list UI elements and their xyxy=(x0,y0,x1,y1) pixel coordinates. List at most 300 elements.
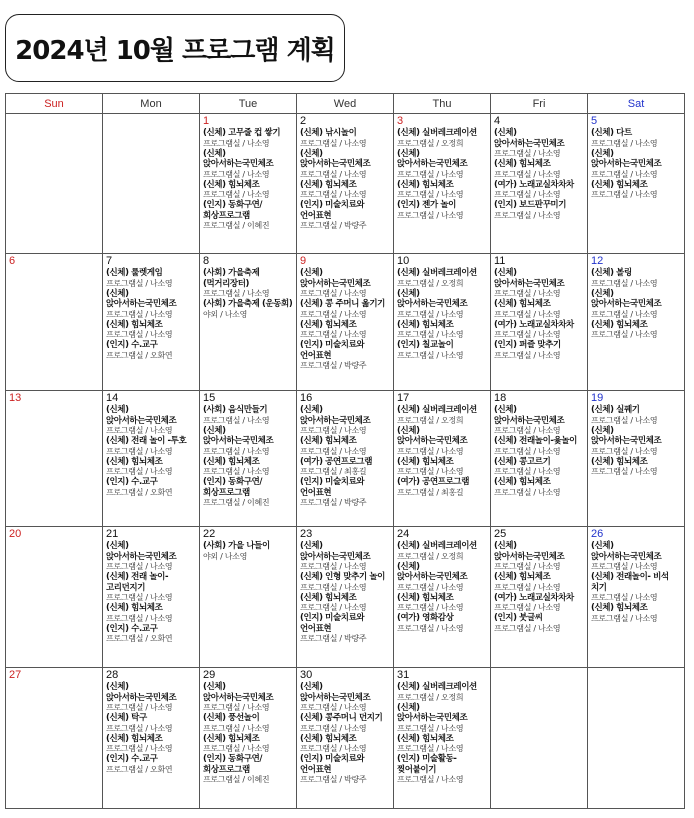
event-location: 프로그램실 / 나소영 xyxy=(203,169,270,179)
day-number: 13 xyxy=(9,392,22,404)
event-title: (신체) 앉아서하는국민체조 xyxy=(106,288,177,309)
program-event xyxy=(494,128,585,159)
event-location: 프로그램실 / 나소영 xyxy=(300,582,367,592)
event-location: 프로그램실 / 나소영 xyxy=(300,562,367,571)
event-title: (신체) 힘뇌체조 xyxy=(300,436,357,446)
event-title: (신체) 앉아서하는국민체조 xyxy=(300,148,371,169)
event-title: (신체) 앉아서하는국민체조 xyxy=(591,425,662,446)
program-event xyxy=(203,180,294,201)
event-location: 프로그램실 / 나소영 xyxy=(591,330,658,339)
event-location: 프로그램실 / 나소영 xyxy=(397,467,464,476)
day-cell xyxy=(491,527,588,668)
program-event xyxy=(300,128,391,149)
program-event xyxy=(300,682,391,713)
event-location: 프로그램실 / 박량주 xyxy=(300,221,367,230)
event-title: (인지) 미술치료와 언어표현 xyxy=(300,477,365,498)
program-event xyxy=(203,457,294,478)
week-row xyxy=(6,668,685,809)
day-number: 27 xyxy=(9,669,22,681)
day-number: 1 xyxy=(203,115,210,127)
event-location: 프로그램실 / 오정희 xyxy=(397,415,464,425)
day-cell xyxy=(491,391,588,527)
event-title: (신체) 앉아서하는국민체조 xyxy=(397,561,468,582)
event-title: (신체) 힘뇌체조 xyxy=(397,179,454,190)
event-location: 프로그램실 / 나소영 xyxy=(494,289,561,298)
event-location: 프로그램실 / 나소영 xyxy=(397,330,464,339)
day-number: 7 xyxy=(106,255,113,267)
event-location: 프로그램실 / 나소영 xyxy=(106,467,173,476)
program-event xyxy=(494,320,585,341)
program-event xyxy=(106,477,197,498)
day-cell xyxy=(394,391,491,527)
event-location: 프로그램실 / 나소영 xyxy=(591,169,658,179)
event-location: 프로그램실 / 나소영 xyxy=(300,190,367,199)
day-number: 20 xyxy=(9,528,22,540)
event-title: (신체) 탁구 xyxy=(106,713,147,723)
day-cell xyxy=(200,254,297,391)
event-location: 프로그램실 / 나소영 xyxy=(397,623,464,633)
day-cell xyxy=(103,114,200,254)
weekday-header: Sat xyxy=(588,94,685,114)
program-event xyxy=(106,603,197,624)
event-title: (인지) 젠가 놀이 xyxy=(397,200,456,210)
day-number: 17 xyxy=(397,392,410,404)
event-title: (인지) 칠교놀이 xyxy=(397,340,454,350)
event-location: 프로그램실 / 오화연 xyxy=(106,764,173,774)
day-cell xyxy=(297,527,394,668)
event-title: (신체) 힘뇌체조 xyxy=(397,319,454,330)
event-location: 프로그램실 / 나소영 xyxy=(106,330,173,339)
program-event xyxy=(397,268,488,289)
event-title: (신체) 힘뇌체조 xyxy=(106,456,163,467)
event-title: (신체) 풍선놀이 xyxy=(203,713,260,723)
event-title: (신체) 힘뇌체조 xyxy=(203,733,260,744)
event-location: 프로그램실 / 나소영 xyxy=(300,426,367,435)
event-location: 프로그램실 / 나소영 xyxy=(203,289,270,298)
event-title: (신체) 전래 놀이 -투호 xyxy=(106,436,187,446)
event-title: (인지) 보드판꾸미기 xyxy=(494,200,567,210)
program-event xyxy=(106,436,197,457)
event-location: 프로그램실 / 박량주 xyxy=(300,775,367,784)
event-location: 프로그램실 / 나소영 xyxy=(203,744,270,753)
program-event xyxy=(494,200,585,221)
program-event xyxy=(300,180,391,201)
program-event xyxy=(591,405,682,426)
event-title: (신체) 힘뇌체조 xyxy=(494,299,551,309)
calendar-table xyxy=(5,93,685,809)
program-event xyxy=(203,299,294,320)
event-location: 프로그램실 / 나소영 xyxy=(203,723,270,733)
event-location: 프로그램실 / 박량주 xyxy=(300,361,367,370)
event-title: (사회) 가을 나들이 xyxy=(203,541,270,551)
event-title: (신체) 힘뇌체조 xyxy=(591,319,648,330)
event-location: 프로그램실 / 오정희 xyxy=(397,278,464,288)
event-location: 프로그램실 / 나소영 xyxy=(494,623,561,633)
event-location: 프로그램실 / 최홍길 xyxy=(397,487,464,497)
event-title: (신체) 앉아서하는국민체조 xyxy=(591,541,662,562)
program-event xyxy=(591,180,682,201)
program-event xyxy=(494,593,585,614)
day-number: 3 xyxy=(397,115,404,127)
day-number: 24 xyxy=(397,528,410,540)
event-location: 프로그램실 / 나소영 xyxy=(591,278,658,288)
event-title: (인지) 미술치료와 언어표현 xyxy=(300,613,365,634)
program-event xyxy=(397,593,488,614)
day-number: 8 xyxy=(203,255,210,267)
event-title: (신체) 실버레크레이션 xyxy=(397,128,477,138)
day-cell xyxy=(200,391,297,527)
day-number: 28 xyxy=(106,669,119,681)
event-location: 프로그램실 / 나소영 xyxy=(494,350,561,360)
day-cell xyxy=(394,668,491,809)
day-cell xyxy=(103,527,200,668)
event-location: 프로그램실 / 나소영 xyxy=(494,487,561,497)
event-title: (신체) 힘뇌체조 xyxy=(591,179,648,190)
event-title: (신체) 힘뇌체조 xyxy=(300,179,357,190)
event-location: 프로그램실 / 나소영 xyxy=(300,703,367,712)
event-title: (신체) 앉아서하는국민체조 xyxy=(106,405,177,426)
event-location: 프로그램실 / 나소영 xyxy=(300,330,367,339)
event-location: 프로그램실 / 나소영 xyxy=(494,149,561,158)
program-event xyxy=(494,477,585,498)
program-event xyxy=(300,477,391,508)
day-cell xyxy=(491,114,588,254)
event-title: (신체) 앉아서하는국민체조 xyxy=(203,425,274,446)
event-title: (신체) 힘뇌체조 xyxy=(494,159,551,169)
event-title: (신체) 앉아서하는국민체조 xyxy=(106,682,177,703)
day-number: 30 xyxy=(300,669,313,681)
program-event xyxy=(300,299,391,320)
program-event xyxy=(591,457,682,478)
event-title: (신체) 실버레크레이션 xyxy=(397,405,477,415)
day-number: 31 xyxy=(397,669,410,681)
event-title: (인지) 퍼즐 맞추기 xyxy=(494,340,561,350)
event-location: 프로그램실 / 이혜진 xyxy=(203,498,270,507)
event-location: 프로그램실 / 나소영 xyxy=(106,309,173,319)
event-title: (인지) 수.교구 xyxy=(106,340,158,350)
day-cell xyxy=(297,254,394,391)
program-event xyxy=(203,541,294,562)
event-title: (여가) 노래교실차차차 xyxy=(494,179,574,190)
day-cell xyxy=(588,668,685,809)
event-title: (신체) 힘뇌체조 xyxy=(591,603,648,613)
day-cell xyxy=(103,668,200,809)
event-title: (신체) 앉아서하는국민체조 xyxy=(106,541,177,562)
event-title: (신체) 앉아서하는국민체조 xyxy=(397,288,468,309)
event-title: (신체) 힘뇌체조 xyxy=(591,456,648,467)
event-title: (신체) 앉아서하는국민체조 xyxy=(397,425,468,446)
event-title: (인지) 미술치료와 언어표현 xyxy=(300,340,365,361)
weekday-header: Mon xyxy=(103,94,200,114)
event-location: 프로그램실 / 나소영 xyxy=(591,467,658,476)
event-title: (신체) 앉아서하는국민체조 xyxy=(494,128,565,149)
event-title: (신체) 앉아서하는국민체조 xyxy=(397,702,468,723)
event-location: 프로그램실 / 나소영 xyxy=(300,723,367,733)
program-event xyxy=(494,299,585,320)
day-number: 23 xyxy=(300,528,313,540)
event-location: 프로그램실 / 나소영 xyxy=(397,582,464,592)
event-location: 프로그램실 / 나소영 xyxy=(397,190,464,199)
program-event xyxy=(494,572,585,593)
program-event xyxy=(203,128,294,149)
program-event xyxy=(591,289,682,320)
event-location: 야외 / 나소영 xyxy=(203,309,248,319)
day-number: 15 xyxy=(203,392,216,404)
event-location: 프로그램실 / 나소영 xyxy=(591,415,658,425)
event-location: 프로그램실 / 나소영 xyxy=(494,446,561,456)
event-location: 프로그램실 / 나소영 xyxy=(106,723,173,733)
event-title: (신체) 앉아서하는국민체조 xyxy=(494,541,565,562)
program-event xyxy=(397,340,488,361)
event-title: (신체) 앉아서하는국민체조 xyxy=(300,682,371,703)
day-number: 29 xyxy=(203,669,216,681)
event-title: (신체) 힘뇌체조 xyxy=(106,319,163,330)
event-location: 프로그램실 / 나소영 xyxy=(494,426,561,435)
program-event xyxy=(106,268,197,289)
day-cell xyxy=(103,254,200,391)
week-row xyxy=(6,254,685,391)
day-cell xyxy=(6,527,103,668)
program-event xyxy=(397,541,488,562)
event-location: 프로그램실 / 이혜진 xyxy=(203,221,270,230)
program-event xyxy=(106,713,197,734)
program-event xyxy=(300,149,391,180)
day-cell xyxy=(200,527,297,668)
day-cell xyxy=(297,391,394,527)
event-title: (신체) 힘뇌체조 xyxy=(397,592,454,603)
event-location: 프로그램실 / 나소영 xyxy=(300,309,367,319)
day-number: 21 xyxy=(106,528,119,540)
event-title: (신체) 다트 xyxy=(591,128,632,138)
event-location: 프로그램실 / 나소영 xyxy=(494,467,561,476)
event-location: 프로그램실 / 나소영 xyxy=(203,703,270,712)
program-event xyxy=(300,268,391,299)
program-event xyxy=(494,405,585,436)
event-title: (신체) 전래놀이-윷놀이 xyxy=(494,436,577,446)
day-cell xyxy=(6,668,103,809)
event-location: 프로그램실 / 나소영 xyxy=(591,562,658,571)
event-location: 프로그램실 / 오정희 xyxy=(397,551,464,561)
day-cell xyxy=(588,527,685,668)
event-title: (신체) 인형 맞추기 놀이 xyxy=(300,572,385,582)
program-event xyxy=(591,320,682,341)
weekday-header: Sun xyxy=(6,94,103,114)
event-title: (신체) 앉아서하는국민체조 xyxy=(203,148,274,169)
day-cell xyxy=(297,114,394,254)
program-event xyxy=(203,713,294,734)
day-number: 18 xyxy=(494,392,507,404)
event-location: 프로그램실 / 나소영 xyxy=(300,138,367,148)
event-title: (신체) 앉아서하는국민체조 xyxy=(300,405,371,426)
event-title: (여가) 노래교실차차차 xyxy=(494,319,574,330)
program-event xyxy=(300,541,391,572)
program-event xyxy=(300,613,391,644)
event-location: 프로그램실 / 나소영 xyxy=(397,775,464,784)
event-location: 프로그램실 / 나소영 xyxy=(397,350,464,360)
event-location: 프로그램실 / 나소영 xyxy=(106,278,173,288)
day-cell xyxy=(200,114,297,254)
program-event xyxy=(203,426,294,457)
program-event xyxy=(494,613,585,634)
program-event xyxy=(106,572,197,603)
program-event xyxy=(397,613,488,634)
program-event xyxy=(300,457,391,478)
event-title: (여가) 노래교실차차차 xyxy=(494,592,574,603)
program-event xyxy=(591,603,682,624)
event-location: 프로그램실 / 나소영 xyxy=(106,426,173,435)
event-location: 야외 / 나소영 xyxy=(203,551,248,561)
program-event xyxy=(106,624,197,645)
event-title: (신체) 앉아서하는국민체조 xyxy=(591,288,662,309)
program-event xyxy=(397,682,488,703)
event-location: 프로그램실 / 나소영 xyxy=(300,744,367,753)
day-cell xyxy=(588,391,685,527)
program-event xyxy=(106,734,197,755)
event-location: 프로그램실 / 오정희 xyxy=(397,138,464,148)
program-event xyxy=(397,477,488,498)
program-event xyxy=(300,572,391,593)
program-event xyxy=(300,436,391,457)
event-location: 프로그램실 / 나소영 xyxy=(106,744,173,753)
event-location: 프로그램실 / 나소영 xyxy=(300,446,367,456)
event-title: (사회) 가을축제 (운동회) xyxy=(203,299,293,309)
day-cell xyxy=(588,114,685,254)
event-title: (신체) 고무줄 컵 쌓기 xyxy=(203,128,281,138)
program-event xyxy=(203,268,294,299)
day-cell xyxy=(394,527,491,668)
event-title: (신체) 힘뇌체조 xyxy=(300,319,357,330)
event-location: 프로그램실 / 나소영 xyxy=(106,703,173,712)
event-location: 프로그램실 / 나소영 xyxy=(203,190,270,199)
day-number: 19 xyxy=(591,392,604,404)
day-number: 11 xyxy=(494,255,506,267)
event-title: (신체) 힘뇌체조 xyxy=(106,733,163,744)
event-title: (신체) 힘뇌체조 xyxy=(397,733,454,744)
program-event xyxy=(300,754,391,785)
program-event xyxy=(397,289,488,320)
event-location: 프로그램실 / 오화연 xyxy=(106,634,173,643)
event-location: 프로그램실 / 나소영 xyxy=(494,330,561,339)
weekday-header: Wed xyxy=(297,94,394,114)
day-cell xyxy=(297,668,394,809)
program-event xyxy=(591,128,682,149)
day-cell xyxy=(588,254,685,391)
event-title: (인지) 수.교구 xyxy=(106,477,158,487)
program-event xyxy=(106,682,197,713)
program-event xyxy=(494,180,585,201)
day-number: 9 xyxy=(300,255,307,267)
event-title: (신체) 콩고르기 xyxy=(494,456,551,467)
program-event xyxy=(494,457,585,478)
program-event xyxy=(106,405,197,436)
program-event xyxy=(300,593,391,614)
event-location: 프로그램실 / 이혜진 xyxy=(203,775,270,784)
program-event xyxy=(300,405,391,436)
program-event xyxy=(397,200,488,221)
program-event xyxy=(397,180,488,201)
day-number: 22 xyxy=(203,528,216,540)
program-event xyxy=(300,340,391,371)
day-number: 25 xyxy=(494,528,507,540)
program-event xyxy=(203,477,294,508)
event-title: (여가) 영화감상 xyxy=(397,613,454,623)
day-number: 5 xyxy=(591,115,598,127)
program-event xyxy=(397,457,488,478)
event-location: 프로그램실 / 나소영 xyxy=(494,210,561,220)
event-location: 프로그램실 / 나소영 xyxy=(397,723,464,733)
event-title: (신체) 앉아서하는국민체조 xyxy=(397,148,468,169)
event-location: 프로그램실 / 나소영 xyxy=(106,593,173,602)
event-title: (인지) 붓글씨 xyxy=(494,613,543,623)
day-number: 14 xyxy=(106,392,119,404)
day-cell xyxy=(103,391,200,527)
event-location: 프로그램실 / 나소영 xyxy=(203,415,270,425)
day-number: 12 xyxy=(591,255,604,267)
event-title: (신체) 앉아서하는국민체조 xyxy=(494,268,565,289)
event-title: (신체) 콩 주머니 옮기기 xyxy=(300,299,385,309)
program-event xyxy=(494,268,585,299)
program-event xyxy=(203,734,294,755)
event-title: (인지) 동화구연/회상프로그램 xyxy=(203,754,263,775)
weekday-header: Fri xyxy=(491,94,588,114)
event-location: 프로그램실 / 나소영 xyxy=(591,593,658,602)
program-event xyxy=(397,734,488,755)
event-title: (신체) 실꿰기 xyxy=(591,405,640,415)
event-title: (인지) 동화구연/회상프로그램 xyxy=(203,200,263,221)
event-title: (신체) 룰렛게임 xyxy=(106,268,163,278)
program-event xyxy=(397,128,488,149)
event-title: (신체) 낚시놀이 xyxy=(300,128,357,138)
event-title: (신체) 전래 놀이-고리던지기 xyxy=(106,572,169,593)
event-location: 프로그램실 / 나소영 xyxy=(300,603,367,612)
program-event xyxy=(591,426,682,457)
event-location: 프로그램실 / 나소영 xyxy=(397,309,464,319)
event-title: (신체) 실버레크레이션 xyxy=(397,268,477,278)
event-title: (신체) 전래놀이- 비석 치기 xyxy=(591,572,669,593)
event-title: (신체) 콩주머니 던지기 xyxy=(300,713,383,723)
event-location: 프로그램실 / 나소영 xyxy=(494,309,561,319)
day-cell xyxy=(491,254,588,391)
event-title: (사회) 가을축제 (먹거리장터) xyxy=(203,268,260,289)
program-event xyxy=(494,436,585,457)
event-title: (신체) 힘뇌체조 xyxy=(300,733,357,744)
day-cell xyxy=(6,114,103,254)
day-number: 16 xyxy=(300,392,313,404)
day-cell xyxy=(6,391,103,527)
event-location: 프로그램실 / 나소영 xyxy=(300,289,367,298)
event-location: 프로그램실 / 오정희 xyxy=(397,692,464,702)
program-event xyxy=(203,682,294,713)
day-number: 6 xyxy=(9,255,16,267)
event-location: 프로그램실 / 나소영 xyxy=(397,210,464,220)
event-title: (인지) 동화구연/회상프로그램 xyxy=(203,477,263,498)
program-event xyxy=(591,541,682,572)
event-title: (인지) 미술치료와 언어표현 xyxy=(300,200,365,221)
program-event xyxy=(397,320,488,341)
event-title: (신체) 앉아서하는국민체조 xyxy=(203,682,274,703)
program-event xyxy=(106,457,197,478)
program-event xyxy=(591,149,682,180)
event-title: (신체) 힘뇌체조 xyxy=(106,603,163,613)
program-event xyxy=(397,149,488,180)
event-title: (신체) 힘뇌체조 xyxy=(300,592,357,603)
day-cell xyxy=(394,254,491,391)
day-number: 4 xyxy=(494,115,501,127)
event-location: 프로그램실 / 박량주 xyxy=(300,634,367,643)
event-location: 프로그램실 / 나소영 xyxy=(106,613,173,623)
event-title: (인지) 미술치료와 언어표현 xyxy=(300,754,365,775)
program-event xyxy=(106,754,197,775)
